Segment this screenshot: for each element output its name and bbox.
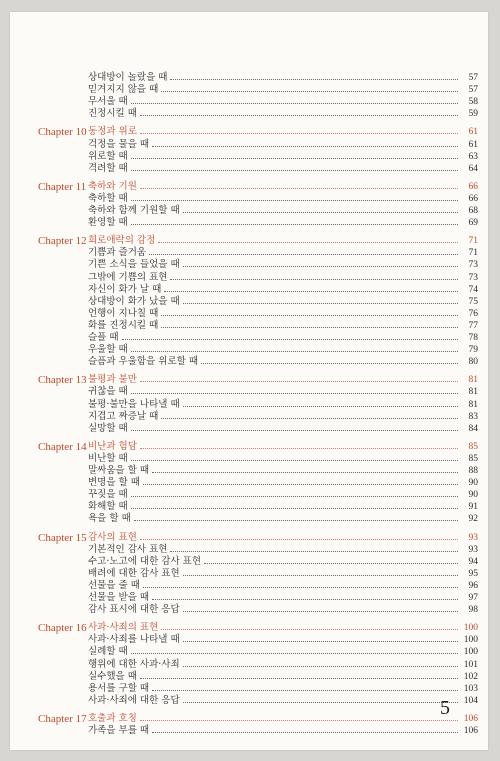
dot-leader bbox=[152, 689, 458, 691]
chapter-title: 희로애락의 감정 bbox=[88, 235, 156, 247]
entry-page-number: 75 bbox=[468, 296, 478, 307]
chapter-label: Chapter 15 bbox=[38, 531, 87, 544]
chapter-title: 사과·사죄의 표현 bbox=[88, 622, 159, 634]
toc-entry-row bbox=[10, 489, 488, 501]
toc-entry-row bbox=[10, 217, 488, 229]
toc-entry-row bbox=[10, 205, 488, 217]
dot-leader bbox=[161, 314, 458, 316]
dot-leader bbox=[183, 574, 458, 576]
chapter-title: 축하와 기원 bbox=[88, 180, 137, 192]
dot-leader bbox=[149, 253, 458, 255]
entry-title: 사과·사죄에 대한 응답 bbox=[88, 694, 180, 706]
entry-page-number: 79 bbox=[468, 345, 478, 356]
toc-chapter-row bbox=[10, 374, 488, 386]
dot-leader bbox=[131, 223, 458, 225]
dot-leader bbox=[170, 550, 458, 552]
page-number: 5 bbox=[440, 697, 450, 719]
toc-entry-row bbox=[10, 423, 488, 435]
toc-entry-row bbox=[10, 695, 488, 707]
entry-title: 말싸움을 할 때 bbox=[88, 465, 150, 476]
entry-page-number: 68 bbox=[468, 206, 478, 216]
toc-entry-row bbox=[10, 477, 488, 489]
entry-title: 기쁜 소식을 들었을 때 bbox=[88, 259, 180, 271]
entry-page-number: 81 bbox=[468, 387, 478, 398]
entry-title: 수고·노고에 대한 감사 표현 bbox=[88, 555, 202, 567]
entry-title: 진정시킬 때 bbox=[88, 108, 137, 120]
entry-page-number: 101 bbox=[463, 659, 478, 670]
entry-page-number: 63 bbox=[468, 151, 478, 162]
toc-entry-row bbox=[10, 163, 488, 175]
book-page bbox=[10, 12, 488, 750]
dot-leader bbox=[131, 392, 458, 394]
entry-title: 격려할 때 bbox=[88, 162, 128, 174]
toc-entry-row bbox=[10, 193, 488, 205]
toc-chapter-row bbox=[10, 126, 488, 138]
entry-title: 욕을 할 때 bbox=[88, 513, 131, 525]
toc-entry-row bbox=[10, 568, 488, 580]
dot-leader bbox=[204, 562, 458, 564]
chapter-label: Chapter 13 bbox=[38, 374, 87, 387]
dot-leader bbox=[152, 731, 458, 733]
entry-title: 환영할 때 bbox=[88, 217, 128, 229]
entry-title: 가족을 부를 때 bbox=[88, 725, 150, 736]
entry-title: 걱정을 물을 때 bbox=[88, 138, 150, 150]
entry-title: 비난할 때 bbox=[88, 452, 128, 464]
dot-leader bbox=[140, 114, 458, 116]
entry-title: 선물을 줄 때 bbox=[88, 579, 140, 591]
toc-entry-row bbox=[10, 634, 488, 646]
entry-page-number: 66 bbox=[468, 181, 478, 192]
toc-entry-row bbox=[10, 296, 488, 308]
entry-title: 화해할 때 bbox=[88, 501, 128, 513]
entry-title: 무서울 때 bbox=[88, 96, 128, 108]
entry-title: 슬픔과 우울함을 위로할 때 bbox=[88, 356, 199, 368]
toc-chapter-row bbox=[10, 235, 488, 247]
dot-leader bbox=[140, 132, 458, 134]
dot-leader bbox=[183, 405, 458, 407]
toc-entry-row bbox=[10, 259, 488, 271]
entry-page-number: 69 bbox=[468, 218, 478, 229]
toc-entry-row bbox=[10, 683, 488, 695]
entry-page-number: 76 bbox=[468, 308, 478, 319]
dot-leader bbox=[131, 652, 458, 654]
toc-chapter-row bbox=[10, 622, 488, 634]
chapter-title: 동정과 위로 bbox=[88, 126, 137, 138]
entry-page-number: 83 bbox=[468, 411, 478, 422]
entry-page-number: 85 bbox=[468, 453, 478, 464]
entry-title: 그밖에 기쁨의 표현 bbox=[88, 271, 168, 283]
dot-leader bbox=[183, 701, 458, 703]
toc-entry-row bbox=[10, 544, 488, 556]
entry-title: 화를 진정시킬 때 bbox=[88, 319, 159, 331]
toc-entry-row bbox=[10, 580, 488, 592]
entry-title: 용서를 구할 때 bbox=[88, 682, 150, 694]
entry-title: 우울할 때 bbox=[88, 344, 128, 356]
dot-leader bbox=[131, 199, 458, 201]
dot-leader bbox=[143, 483, 458, 485]
dot-leader bbox=[131, 429, 458, 431]
toc-entry-row bbox=[10, 356, 488, 368]
entry-page-number: 57 bbox=[468, 85, 478, 96]
entry-page-number: 80 bbox=[468, 357, 478, 368]
toc-entry-row bbox=[10, 72, 488, 84]
entry-page-number: 66 bbox=[468, 193, 478, 204]
toc-entry-row bbox=[10, 344, 488, 356]
toc-entry-row bbox=[10, 453, 488, 465]
chapter-label: Chapter 12 bbox=[38, 235, 87, 248]
dot-leader bbox=[183, 302, 458, 304]
dot-leader bbox=[152, 471, 458, 473]
entry-title: 사과·사죄를 나타낼 때 bbox=[88, 634, 180, 646]
dot-leader bbox=[131, 507, 458, 509]
entry-page-number: 97 bbox=[468, 593, 478, 603]
toc-chapter-row bbox=[10, 713, 488, 725]
entry-title: 언행이 지나칠 때 bbox=[88, 307, 159, 319]
chapter-title: 호출과 호칭 bbox=[88, 712, 137, 724]
entry-title: 선물을 받을 때 bbox=[88, 592, 150, 603]
toc-entry-row bbox=[10, 411, 488, 423]
dot-leader bbox=[161, 417, 458, 419]
entry-page-number: 71 bbox=[468, 248, 478, 259]
entry-title: 실수했을 때 bbox=[88, 670, 137, 682]
entry-page-number: 81 bbox=[468, 399, 478, 410]
dot-leader bbox=[183, 211, 458, 213]
dot-leader bbox=[140, 677, 458, 679]
dot-leader bbox=[170, 78, 458, 80]
chapter-title: 불평과 불만 bbox=[88, 374, 137, 386]
toc-chapter-row bbox=[10, 532, 488, 544]
dot-leader bbox=[140, 719, 458, 721]
entry-title: 지겹고 짜증날 때 bbox=[88, 410, 159, 422]
entry-title: 실망할 때 bbox=[88, 422, 128, 434]
entry-title: 실례할 때 bbox=[88, 646, 128, 658]
toc-entry-row bbox=[10, 247, 488, 259]
entry-page-number: 90 bbox=[468, 478, 478, 489]
entry-page-number: 81 bbox=[468, 375, 478, 386]
dot-leader bbox=[140, 380, 458, 382]
dot-leader bbox=[131, 459, 458, 461]
entry-page-number: 64 bbox=[468, 163, 478, 174]
dot-leader bbox=[161, 90, 458, 92]
entry-title: 자신이 화가 날 때 bbox=[88, 283, 162, 295]
entry-title: 슬플 때 bbox=[88, 332, 119, 343]
entry-page-number: 78 bbox=[468, 333, 478, 343]
entry-page-number: 106 bbox=[463, 726, 478, 736]
entry-title: 기쁨과 즐거움 bbox=[88, 247, 147, 259]
entry-title: 기본적인 감사 표현 bbox=[88, 543, 168, 555]
dot-leader bbox=[161, 628, 458, 630]
entry-page-number: 103 bbox=[463, 683, 478, 694]
toc-entry-row bbox=[10, 386, 488, 398]
toc-entry-row bbox=[10, 96, 488, 108]
toc-entry-row bbox=[10, 332, 488, 344]
dot-leader bbox=[183, 640, 458, 642]
dot-leader bbox=[152, 145, 458, 147]
entry-page-number: 100 bbox=[463, 623, 478, 634]
toc-entry-row bbox=[10, 501, 488, 513]
entry-title: 행위에 대한 사과·사죄 bbox=[88, 658, 180, 670]
dot-leader bbox=[140, 187, 458, 189]
toc-entry-row bbox=[10, 399, 488, 411]
toc-entry-row bbox=[10, 84, 488, 96]
chapter-label: Chapter 16 bbox=[38, 622, 87, 635]
chapter-label: Chapter 10 bbox=[38, 126, 87, 139]
entry-page-number: 95 bbox=[468, 568, 478, 579]
entry-page-number: 92 bbox=[468, 514, 478, 525]
entry-page-number: 102 bbox=[463, 671, 478, 682]
toc-entry-row bbox=[10, 513, 488, 525]
entry-page-number: 88 bbox=[468, 466, 478, 476]
entry-page-number: 73 bbox=[468, 260, 478, 271]
dot-leader bbox=[183, 665, 458, 667]
toc-entry-row bbox=[10, 284, 488, 296]
dot-leader bbox=[131, 102, 458, 104]
toc-entry-row bbox=[10, 671, 488, 683]
chapter-title: 비난과 험담 bbox=[88, 440, 137, 452]
toc-entry-row bbox=[10, 151, 488, 163]
entry-page-number: 100 bbox=[463, 635, 478, 646]
entry-page-number: 106 bbox=[463, 713, 478, 724]
chapter-label: Chapter 17 bbox=[38, 712, 87, 725]
toc-entry-row bbox=[10, 272, 488, 284]
chapter-title: 감사의 표현 bbox=[88, 531, 137, 543]
dot-leader bbox=[201, 362, 458, 364]
dot-leader bbox=[134, 519, 458, 521]
toc-entry-row bbox=[10, 659, 488, 671]
dot-leader bbox=[183, 610, 458, 612]
entry-title: 상대방이 놀랐을 때 bbox=[88, 72, 168, 83]
entry-title: 축하할 때 bbox=[88, 192, 128, 204]
dot-leader bbox=[161, 326, 458, 328]
entry-title: 귀찮을 때 bbox=[88, 386, 128, 398]
entry-page-number: 61 bbox=[468, 127, 478, 138]
chapter-label: Chapter 14 bbox=[38, 440, 87, 453]
entry-page-number: 98 bbox=[468, 605, 478, 616]
entry-page-number: 100 bbox=[463, 647, 478, 658]
entry-page-number: 84 bbox=[468, 423, 478, 434]
dot-leader bbox=[131, 157, 458, 159]
toc-entry-row bbox=[10, 556, 488, 568]
entry-page-number: 91 bbox=[468, 502, 478, 513]
toc-entry-row bbox=[10, 604, 488, 616]
entry-page-number: 90 bbox=[468, 490, 478, 501]
entry-page-number: 93 bbox=[468, 532, 478, 543]
entry-page-number: 58 bbox=[468, 97, 478, 108]
entry-title: 배려에 대한 감사 표현 bbox=[88, 567, 180, 579]
toc-entry-row bbox=[10, 592, 488, 604]
toc-entry-row bbox=[10, 139, 488, 151]
entry-title: 믿겨지지 않을 때 bbox=[88, 84, 159, 96]
entry-page-number: 71 bbox=[468, 236, 478, 247]
toc-entry-row bbox=[10, 646, 488, 658]
entry-title: 변명을 할 때 bbox=[88, 477, 140, 489]
entry-page-number: 77 bbox=[468, 320, 478, 331]
dot-leader bbox=[143, 586, 458, 588]
entry-title: 불평·불만을 나타낼 때 bbox=[88, 398, 180, 410]
entry-page-number: 57 bbox=[468, 73, 478, 83]
dot-leader bbox=[164, 290, 458, 292]
dot-leader bbox=[183, 265, 458, 267]
dot-leader bbox=[131, 169, 458, 171]
entry-page-number: 61 bbox=[468, 139, 478, 150]
entry-page-number: 96 bbox=[468, 580, 478, 591]
dot-leader bbox=[131, 350, 458, 352]
entry-page-number: 59 bbox=[468, 109, 478, 120]
dot-leader bbox=[170, 278, 458, 280]
entry-title: 상대방이 화가 났을 때 bbox=[88, 295, 180, 307]
entry-page-number: 85 bbox=[468, 441, 478, 452]
dot-leader bbox=[131, 495, 458, 497]
entry-page-number: 104 bbox=[463, 695, 478, 706]
entry-page-number: 94 bbox=[468, 556, 478, 567]
entry-title: 위로할 때 bbox=[88, 150, 128, 162]
entry-page-number: 74 bbox=[468, 284, 478, 295]
dot-leader bbox=[152, 598, 458, 600]
entry-title: 축하와 함께 기원할 때 bbox=[88, 205, 180, 216]
chapter-label: Chapter 11 bbox=[38, 180, 87, 193]
toc-chapter-row bbox=[10, 181, 488, 193]
toc-entry-row bbox=[10, 465, 488, 477]
entry-title: 감사 표시에 대한 응답 bbox=[88, 604, 180, 616]
dot-leader bbox=[122, 338, 458, 340]
entry-page-number: 73 bbox=[468, 272, 478, 283]
toc-entry-row bbox=[10, 725, 488, 737]
dot-leader bbox=[158, 241, 458, 243]
toc-entry-row bbox=[10, 308, 488, 320]
entry-page-number: 93 bbox=[468, 544, 478, 555]
toc-entry-row bbox=[10, 108, 488, 120]
entry-title: 꾸짖을 때 bbox=[88, 489, 128, 501]
toc-entry-row bbox=[10, 320, 488, 332]
toc-chapter-row bbox=[10, 441, 488, 453]
dot-leader bbox=[140, 538, 458, 540]
dot-leader bbox=[140, 447, 458, 449]
